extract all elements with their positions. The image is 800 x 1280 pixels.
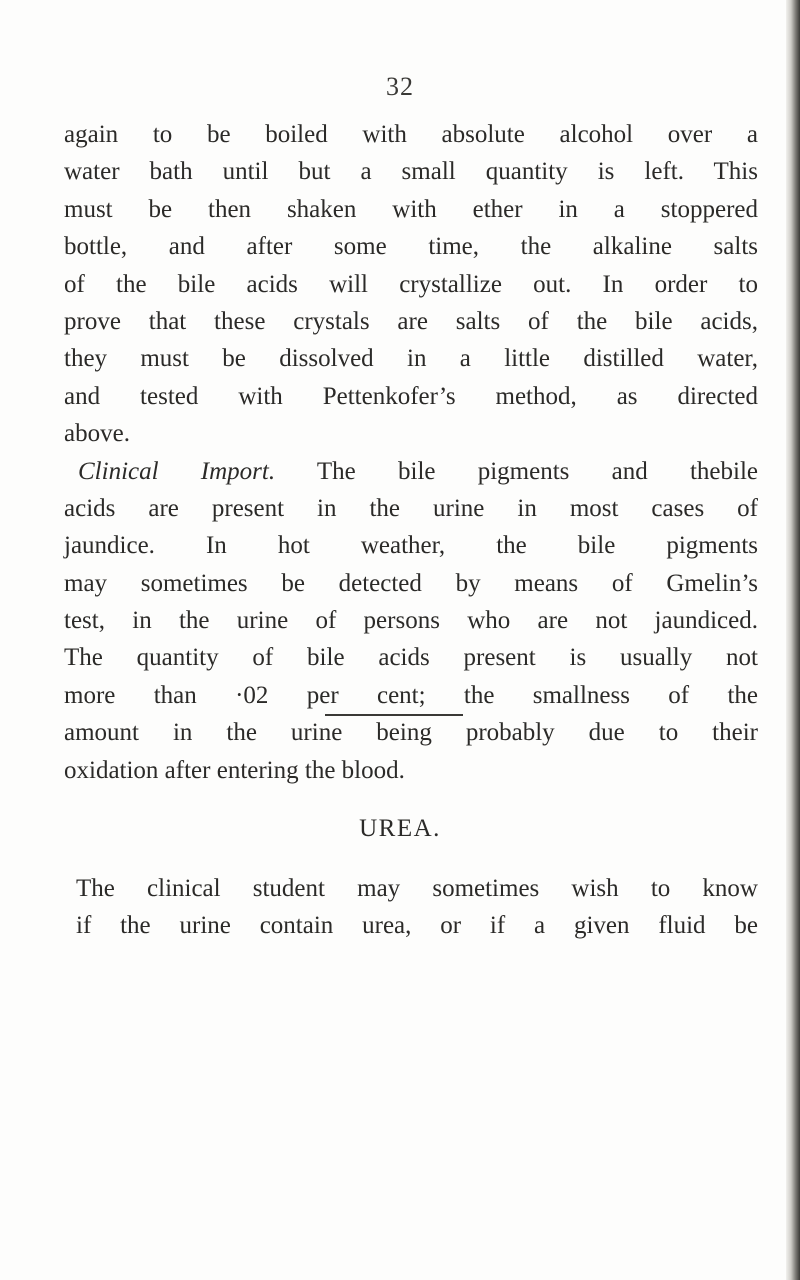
- clinical-import-line: [64, 453, 758, 490]
- text-line: The quantity of bile acids present is usually not: [64, 644, 758, 672]
- text-line: test, in the urine of persons who are not jaundiced.: [64, 607, 758, 635]
- text-line: again to be boiled with absolute alcohol over a: [64, 121, 758, 148]
- text-line: amount in the urine being probably due to their: [64, 719, 758, 747]
- clinical-import-first-line: The bile pigments and thebile: [275, 457, 758, 485]
- page-binding-edge: [786, 0, 800, 1280]
- section-heading: UREA.: [359, 815, 441, 842]
- clinical-import-heading: Clinical Import.: [78, 457, 276, 485]
- text-line: and tested with Pettenkofer’s method, as directed: [64, 382, 758, 410]
- page-number: 32: [386, 72, 414, 101]
- text-line: they must be dissolved in a little distilled water,: [64, 345, 758, 373]
- text-line: bottle, and after some time, the alkaline salts: [64, 233, 758, 261]
- text-line: of the bile acids will crystallize out. In order to: [64, 270, 758, 298]
- text-line: jaundice. In hot weather, the bile pigments: [64, 532, 758, 560]
- text-line: above.: [64, 420, 130, 448]
- text-line: if the urine contain urea, or if a given fluid be: [76, 912, 758, 940]
- text-line: oxidation after entering the blood.: [64, 756, 405, 784]
- text-line: The clinical student may sometimes wish to know: [76, 875, 758, 902]
- section-divider: [325, 714, 463, 716]
- text-line: water bath until but a small quantity is left. This: [64, 158, 758, 186]
- urea-text-block: [76, 870, 758, 945]
- text-line: may sometimes be detected by means of Gmelin’s: [64, 569, 758, 597]
- text-line: must be then shaken with ether in a stoppered: [64, 195, 758, 223]
- main-text-block: [64, 116, 758, 789]
- text-line: acids are present in the urine in most cases of: [64, 494, 758, 522]
- text-line: prove that these crystals are salts of the bile acids,: [64, 307, 758, 335]
- text-line: more than ·02 per cent; the smallness of the: [64, 681, 758, 709]
